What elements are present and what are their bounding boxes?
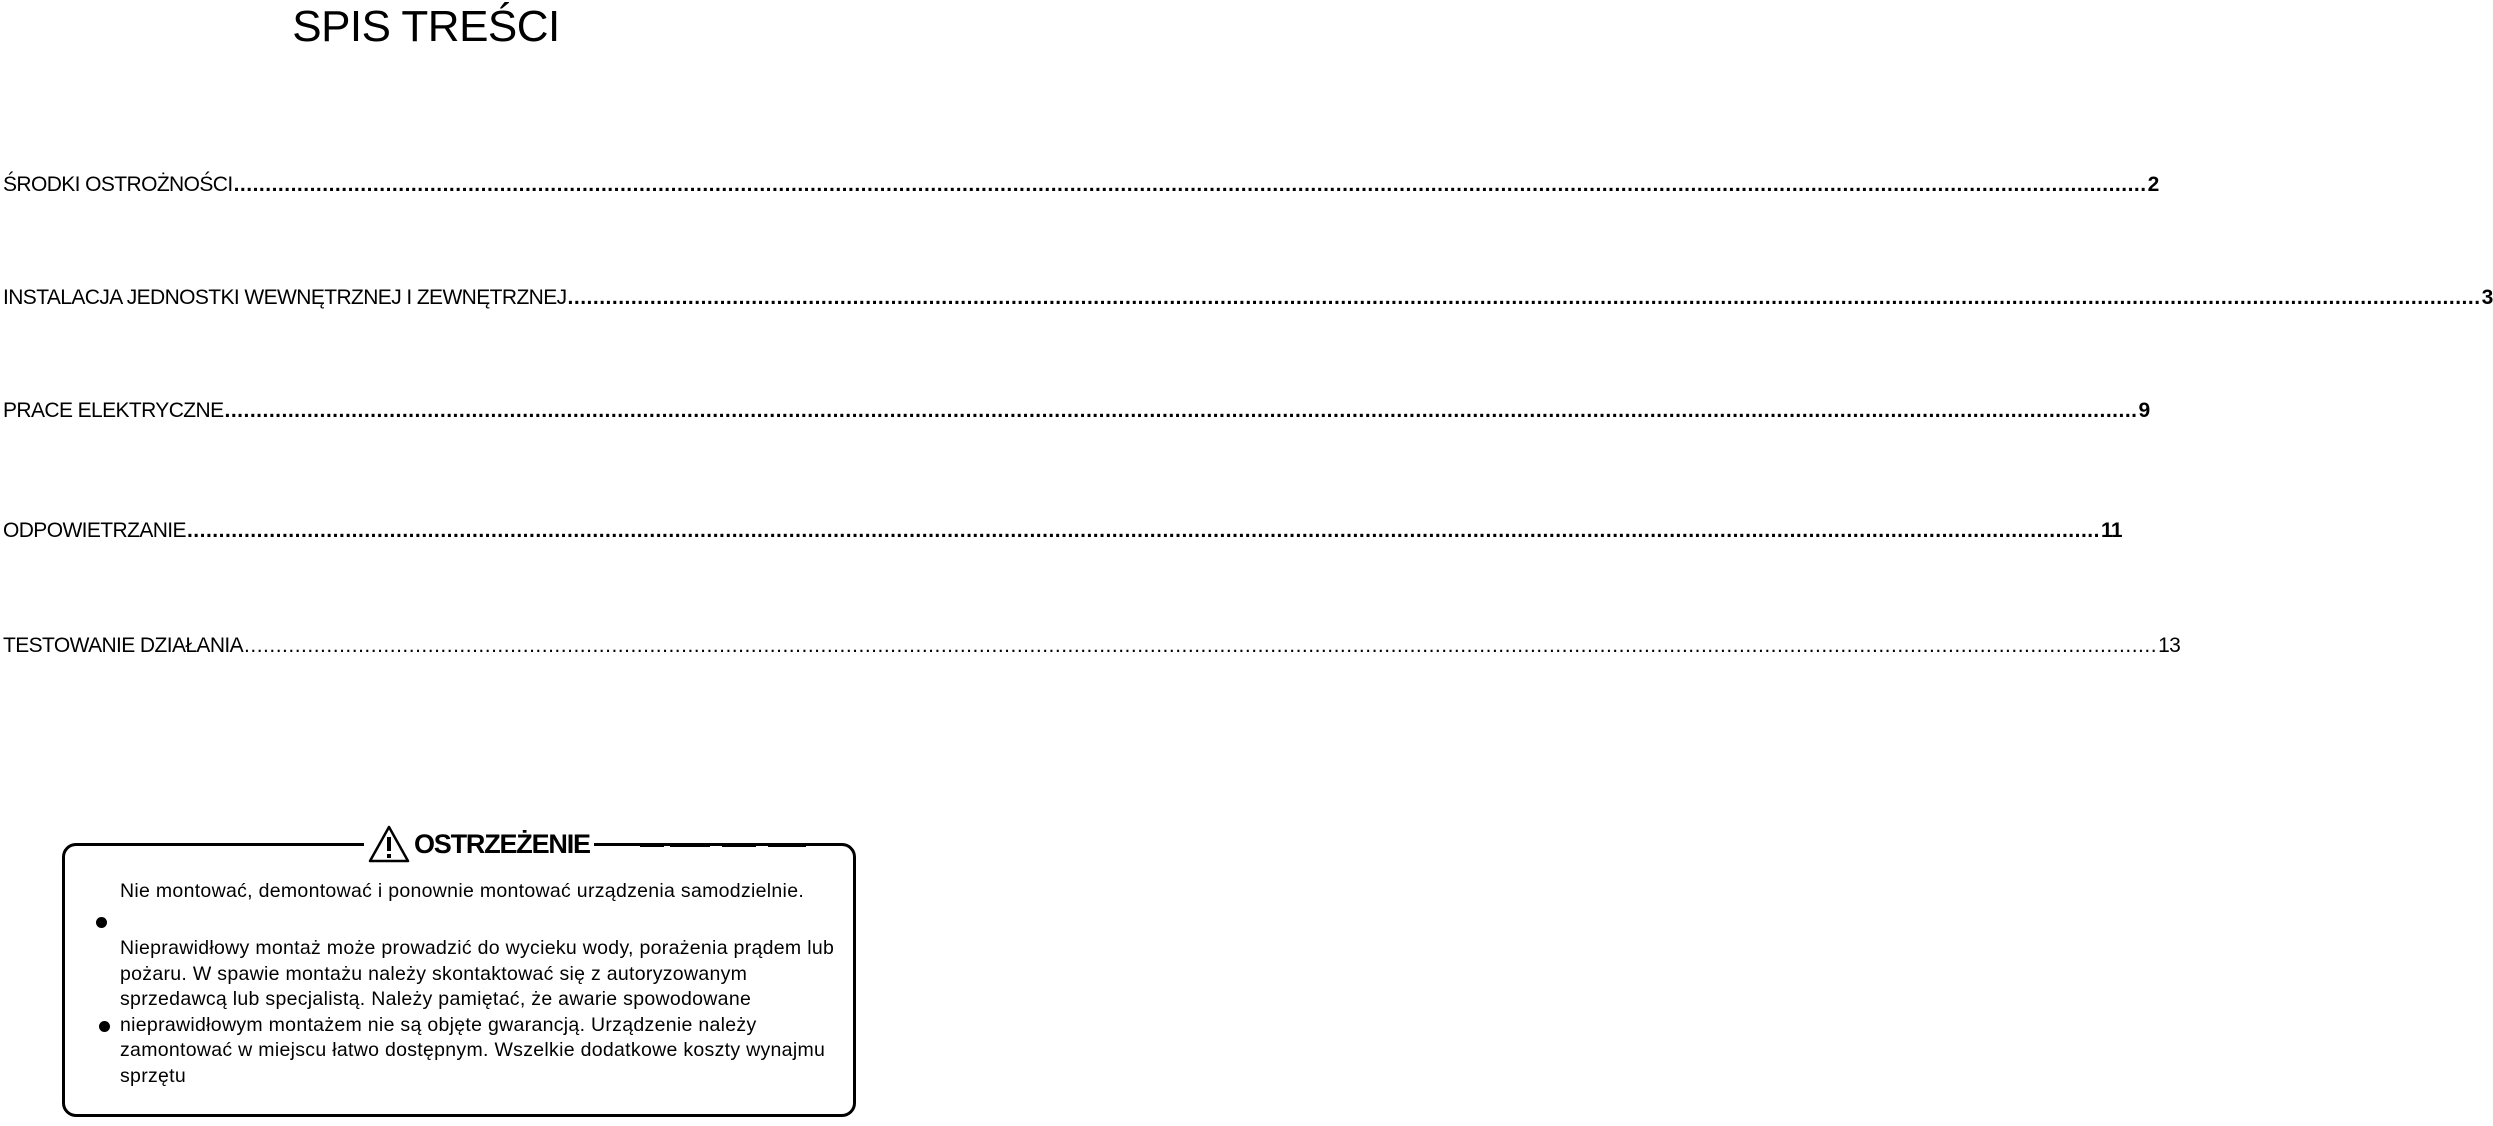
warning-header xyxy=(364,822,594,866)
toc-entry-odpowietrzanie[interactable] xyxy=(3,518,2122,544)
warning-item: Nie montować, demontować i ponownie montować urządzenia samodzielnie. xyxy=(120,880,805,902)
toc-page-number: 11 xyxy=(2100,519,2122,542)
warning-heading: OSTRZEŻENIE xyxy=(414,829,590,859)
toc-leader-dots xyxy=(244,633,2157,659)
header-rule-segment xyxy=(670,845,710,847)
toc-entry-label: PRACE ELEKTRYCZNE xyxy=(3,399,224,422)
header-rule-segment xyxy=(722,845,756,847)
header-rule-segment xyxy=(768,845,806,847)
warning-item: Nieprawidłowy montaż może prowadzić do wycieku wody, porażenia prądem lub pożaru. W spawie montażu należy skontaktować się z autoryzowanym sprzedawcą lub specjalistą. Należy pamiętać, że awarie spowodowane nieprawidłowym montażem nie są objęte gwarancją. Urządzenie należy zamontować w miejscu łatwo dostępnym. Wszelkie dodatkowe koszty wynajmu sprzętu xyxy=(120,937,835,1087)
warning-triangle-icon xyxy=(368,825,410,863)
toc-entry-instalacja[interactable] xyxy=(3,285,2493,311)
toc-entry-label: ŚRODKI OSTROŻNOŚCI xyxy=(3,173,233,196)
toc-entry-testowanie-dzialania[interactable] xyxy=(3,633,2181,659)
toc-page-number: 2 xyxy=(2147,173,2159,196)
toc-entry-label: ODPOWIETRZANIE xyxy=(3,519,186,542)
toc-entry-srodki-ostroznosci[interactable] xyxy=(3,172,2159,198)
toc-page-number: 3 xyxy=(2481,286,2493,309)
bullet xyxy=(99,1021,110,1032)
toc-entry-label: TESTOWANIE DZIAŁANIA xyxy=(3,634,244,657)
toc-leader-dots xyxy=(568,285,2481,311)
toc-page-number: 9 xyxy=(2138,399,2150,422)
page-title: SPIS TREŚCI xyxy=(292,2,560,51)
toc-page-number: 13 xyxy=(2158,634,2181,657)
toc-entry-prace-elektryczne[interactable] xyxy=(3,398,2150,424)
toc-leader-dots xyxy=(224,398,2137,424)
toc-leader-dots xyxy=(187,518,2100,544)
toc-leader-dots xyxy=(234,172,2147,198)
toc-entry-label: INSTALACJA JEDNOSTKI WEWNĘTRZNEJ I ZEWNĘTRZNEJ xyxy=(3,286,567,309)
bullet xyxy=(96,917,107,928)
header-rule-segment xyxy=(640,845,664,847)
